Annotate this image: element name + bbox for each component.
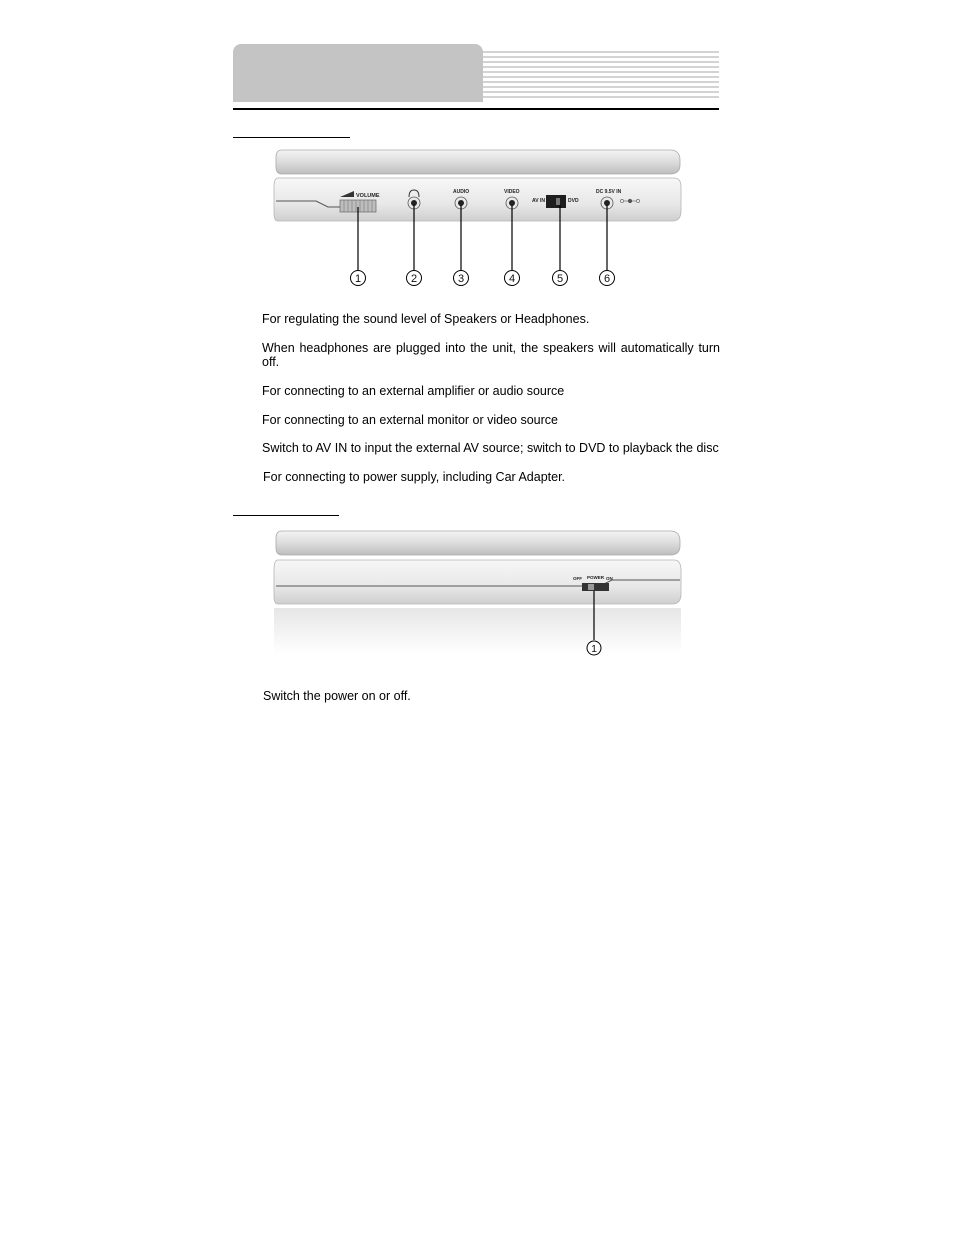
header-tab	[233, 44, 483, 102]
right-panel-illustration	[270, 145, 685, 295]
dc-in-label: DC 9.5V IN	[596, 189, 622, 195]
device-lid	[276, 531, 680, 555]
video-label: VIDEO	[504, 189, 520, 195]
description-dc-in: For connecting to power supply, including Car Adapter.	[263, 470, 566, 484]
header-rule	[233, 108, 719, 110]
device-body	[274, 560, 681, 604]
volume-label: VOLUME	[356, 193, 380, 199]
power-on-label: ON	[606, 576, 613, 581]
section-heading-underline	[233, 137, 350, 138]
callout-number-2: 2	[410, 273, 418, 285]
description-volume: For regulating the sound level of Speakers or Headphones.	[262, 312, 590, 326]
power-switch	[582, 583, 609, 591]
callout-number-6: 6	[603, 273, 611, 285]
device-body	[274, 178, 681, 221]
callout-number-3: 3	[457, 273, 465, 285]
device-lid	[276, 150, 680, 174]
power-off-label: OFF	[573, 576, 582, 581]
power-label: POWER	[587, 575, 605, 580]
description-power-switch: Switch the power on or off.	[263, 689, 411, 703]
description-headphones: When headphones are plugged into the unit, the speakers will automatically turn off.	[262, 341, 720, 369]
audio-label: AUDIO	[453, 189, 470, 195]
section-heading-underline-2	[233, 515, 339, 516]
av-in-label: AV IN	[532, 198, 545, 204]
description-video: For connecting to an external monitor or video source	[262, 413, 558, 427]
callout-number-5: 5	[556, 273, 564, 285]
callout-number-1: 1	[354, 273, 362, 285]
callout-number-4: 4	[508, 273, 516, 285]
description-av-dvd-switch: Switch to AV IN to input the external AV source; switch to DVD to playback the disc	[262, 441, 719, 455]
description-audio: For connecting to an external amplifier or audio source	[262, 384, 565, 398]
header-stripes	[483, 51, 719, 101]
left-panel-illustration	[270, 528, 685, 658]
dvd-label: DVD	[568, 198, 579, 204]
callout-number-1: 1	[591, 643, 597, 655]
